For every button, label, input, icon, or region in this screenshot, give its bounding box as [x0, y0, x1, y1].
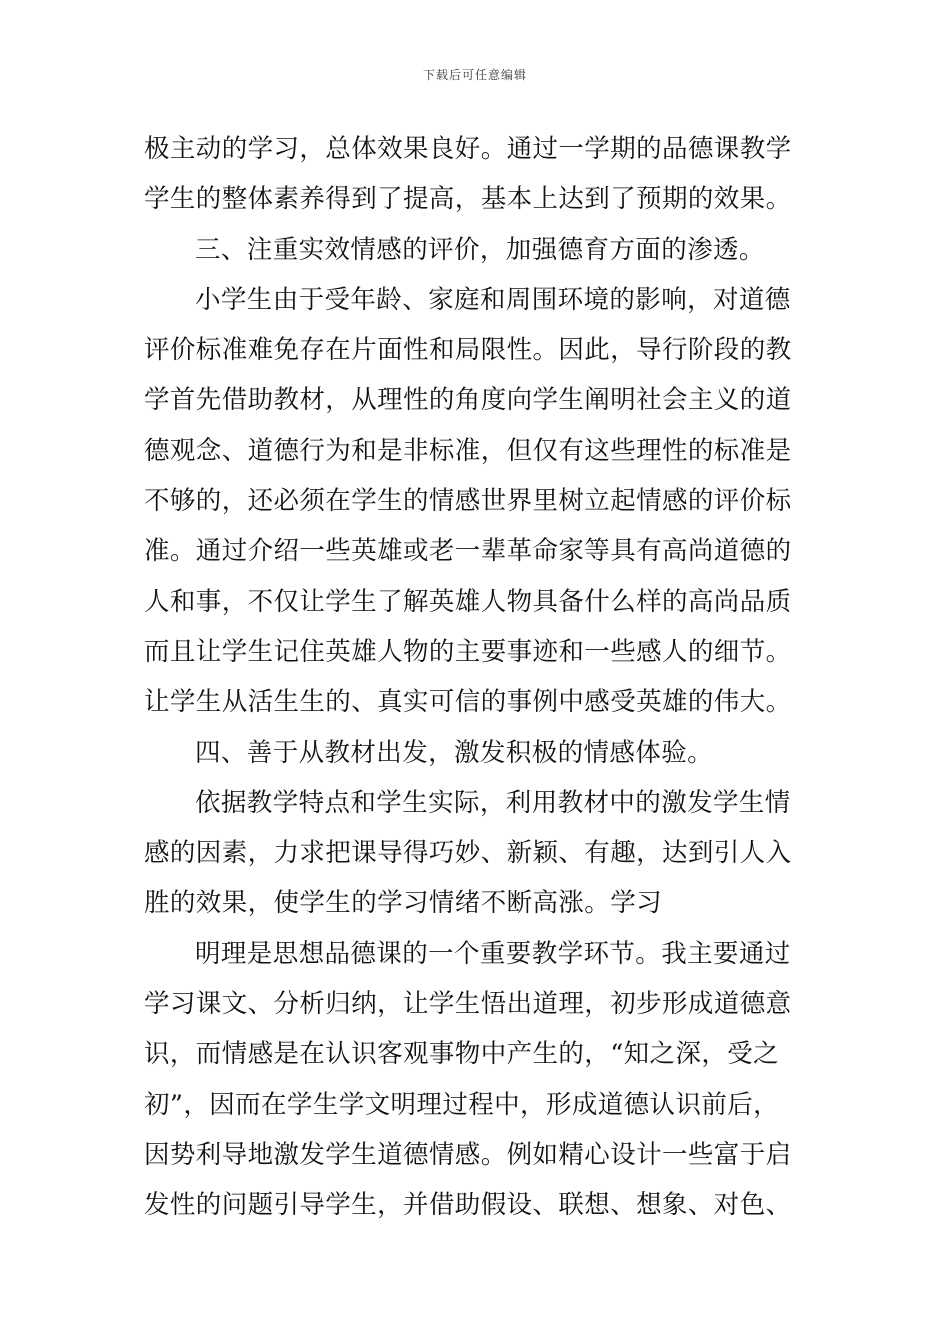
- text-line: 初”，因而在学生学文明理过程中，形成道德认识前后，: [144, 1089, 780, 1120]
- text-line: 学习课文、分析归纳，让学生悟出道理，初步形成道德意: [144, 989, 792, 1020]
- page-header: 下载后可任意编辑: [422, 68, 527, 82]
- text-line: 识，而情感是在认识客观事物中产生的，“知之深，受之: [144, 1039, 780, 1070]
- text-line: 学生的整体素养得到了提高，基本上达到了预期的效果。: [144, 184, 792, 215]
- text-line: 明理是思想品德课的一个重要教学环节。我主要通过: [195, 938, 791, 969]
- text-line: 人和事，不仅让学生了解英雄人物具备什么样的高尚品质: [144, 586, 792, 617]
- text-line: 感的因素，力求把课导得巧妙、新颖、有趣，达到引人入: [144, 838, 792, 869]
- text-line: 发性的问题引导学生，并借助假设、联想、想象、对色、: [144, 1190, 792, 1221]
- text-line: 准。通过介绍一些英雄或老一辈革命家等具有高尚道德的: [144, 536, 792, 567]
- document-body: [144, 124, 814, 1231]
- text-line: 让学生从活生生的、真实可信的事例中感受英雄的伟大。: [144, 687, 792, 718]
- text-line: 小学生由于受年龄、家庭和周围环境的影响，对道德: [195, 284, 791, 315]
- section-heading-4: 四、善于从教材出发，激发积极的情感体验。: [195, 737, 714, 768]
- section-heading-3: 三、注重实效情感的评价，加强德育方面的渗透。: [195, 234, 765, 265]
- text-line: 德观念、道德行为和是非标准，但仅有这些理性的标准是: [144, 435, 792, 466]
- text-line: 胜的效果，使学生的学习情绪不断高涨。学习: [144, 888, 663, 919]
- text-line: 评价标准难免存在片面性和局限性。因此，导行阶段的教: [144, 335, 792, 366]
- text-line: 而且让学生记住英雄人物的主要事迹和一些感人的细节。: [144, 636, 792, 667]
- text-line: 不够的，还必须在学生的情感世界里树立起情感的评价标: [144, 486, 792, 517]
- text-line: 极主动的学习，总体效果良好。通过一学期的品德课教学: [144, 134, 792, 164]
- text-line: 因势利导地激发学生道德情感。例如精心设计一些富于启: [144, 1139, 792, 1170]
- text-line: 学首先借助教材，从理性的角度向学生阐明社会主义的道: [144, 385, 792, 416]
- text-line: 依据教学特点和学生实际，利用教材中的激发学生情: [195, 787, 791, 818]
